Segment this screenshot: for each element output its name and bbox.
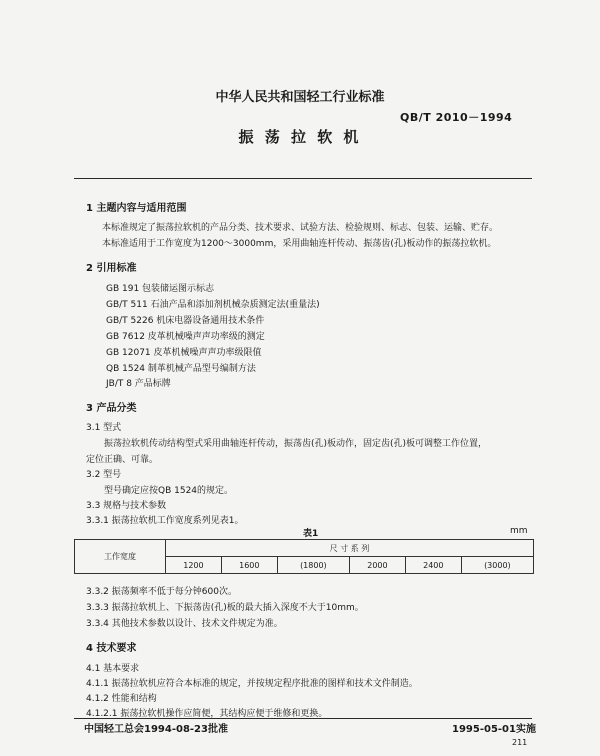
section-2-heading: 2 引用标准 [86,263,137,274]
table-row-label: 工作宽度 [75,540,166,574]
page-title: 振 荡 拉 软 机 [238,128,362,146]
effective-date: 1995-05-01实施 [452,724,536,735]
table-cell: (1800) [277,557,349,574]
reference-item: QB 1524 制革机械产品型号编制方法 [106,364,256,374]
table-cell: 1200 [166,557,222,574]
section-1-paragraph-2: 本标准适用于工作宽度为1200～3000mm，采用曲轴连杆传动、振荡齿(孔)板动作的振荡拉软机。 [102,239,497,249]
clause-3-3: 3.3 规格与技术参数 [86,501,167,511]
clause-4-1-1: 4.1.1 振荡拉软机应符合本标准的规定，并按规定程序批准的图样和技术文件制造。 [86,679,418,689]
reference-item: GB/T 511 石油产品和添加剂机械杂质测定法(重量法) [106,300,320,310]
table-caption: 表1 [303,529,319,539]
table-cell: 2400 [405,557,461,574]
section-1-paragraph-1: 本标准规定了振荡拉软机的产品分类、技术要求、试验方法、检验规则、标志、包装、运输、贮存。 [102,223,499,233]
clause-4-1: 4.1 基本要求 [86,664,140,674]
clause-3-1-text-1: 振荡拉软机传动结构型式采用曲轴连杆传动，振荡齿(孔)板动作，固定齿(孔)板可调整工作位置， [104,439,488,449]
table-cell: (3000) [461,557,533,574]
reference-item: GB 7612 皮革机械噪声声功率级的测定 [106,332,265,342]
page-number: 211 [512,738,528,747]
reference-item: GB 191 包装储运图示标志 [106,284,215,294]
clause-4-1-2: 4.1.2 性能和结构 [86,694,157,704]
issuing-standard-header: 中华人民共和国轻工行业标准 [215,90,385,105]
footer-divider [74,718,532,719]
clause-3-3-4: 3.3.4 其他技术参数以设计、技术文件规定为准。 [86,619,283,629]
clause-3-3-2: 3.3.2 振荡频率不低于每分钟600次。 [86,587,237,597]
reference-item: GB/T 5226 机床电器设备通用技术条件 [106,316,265,326]
table-series-header: 尺 寸 系 列 [166,540,534,557]
clause-3-1-text-2: 定位正确、可靠。 [86,455,159,465]
clause-3-3-1: 3.3.1 振荡拉软机工作宽度系列见表1。 [86,516,244,526]
clause-3-2-text: 型号确定应按QB 1524的规定。 [104,486,234,496]
section-4-heading: 4 技术要求 [86,643,137,654]
title-divider [74,178,532,179]
clause-3-2: 3.2 型号 [86,470,122,480]
section-3-heading: 3 产品分类 [86,403,137,414]
approval-date: 中国轻工总会1994-08-23批准 [84,724,228,735]
clause-3-1: 3.1 型式 [86,423,122,433]
section-1-heading: 1 主题内容与适用范围 [86,203,187,214]
reference-item: GB 12071 皮革机械噪声声功率级限值 [106,348,262,358]
width-series-table [74,539,534,574]
table-cell: 1600 [221,557,277,574]
clause-3-3-3: 3.3.3 振荡拉软机上、下振荡齿(孔)板的最大插入深度不大于10mm。 [86,603,364,613]
standard-number: QB/T 2010－1994 [400,111,513,124]
table-unit: mm [510,526,528,536]
table-cell: 2000 [349,557,405,574]
clause-4-1-2-1: 4.1.2.1 振荡拉软机操作应简便，其结构应便于维修和更换。 [86,709,328,719]
reference-item: JB/T 8 产品标牌 [106,379,171,389]
